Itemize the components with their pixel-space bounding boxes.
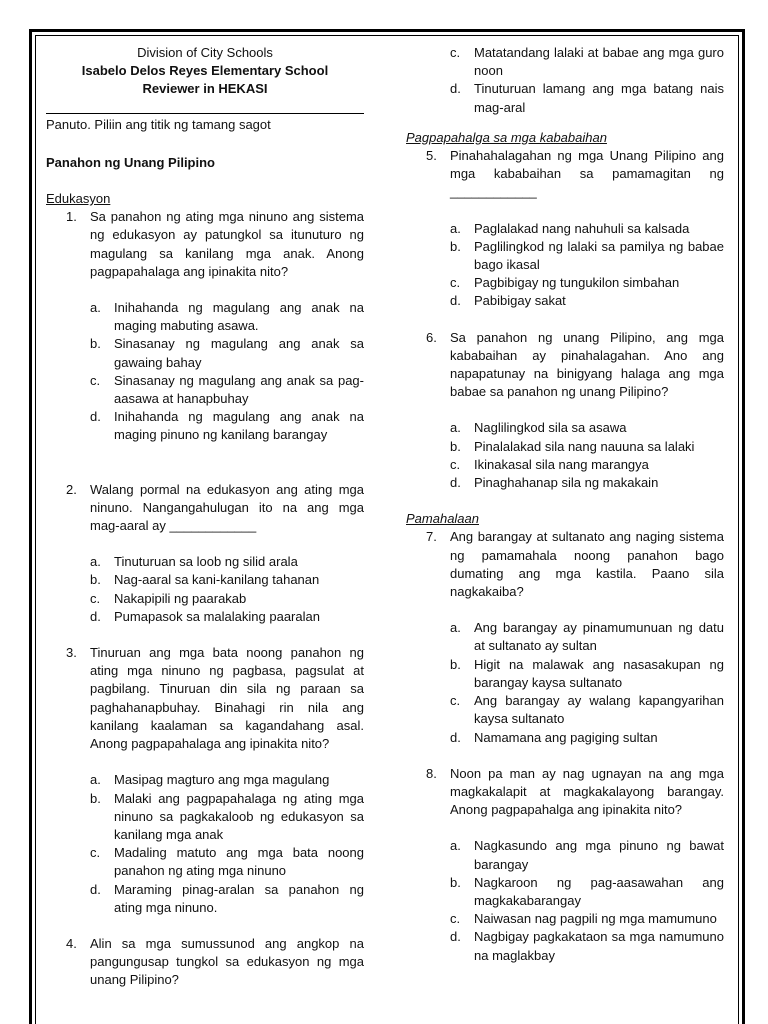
choice-list [406,220,724,311]
choice [90,790,364,845]
question [46,935,364,990]
choice-list [406,837,724,964]
choice-letter: c. [450,456,461,472]
choice-text: Nagkasundo ang mga pinuno ng bawat barangay [474,838,724,872]
choice [90,553,364,571]
choice-text: Maraming pinag-aralan sa panahon ng ating mga ninuno. [114,881,364,915]
question [46,481,364,536]
choice [450,456,724,474]
choice [90,608,364,626]
choice-text: Higit na malawak ang nasasakupan ng barangay kaysa sultanato [474,656,724,690]
choice [450,656,724,692]
choice-letter: d. [90,608,101,624]
topic-edukasyon: Edukasyon [46,191,111,207]
choice-letter: b. [90,572,101,588]
choice [90,590,364,608]
choice-text: Sinasanay ng magulang ang anak sa pag-aasawa at hanapbuhay [114,372,364,407]
choice [450,928,724,964]
question-text: Tinuruan ang mga bata noong panahon ng ating mga ninuno ng pagbasa, pagsulat at pagbilang. Tinuruan din sila ng paraan sa paghahanapbuhay. Binahagi rin nila ang kanilang kaalaman sa kagandahang asal. Anong pagpapahalaga ang ipinakita nito? [90,645,364,752]
choice [90,408,364,444]
choice-letter: a. [90,554,101,570]
question-number: 1. [66,209,77,225]
choice-text: Sinasanay ng magulang ang anak sa gawaing bahay [114,336,364,370]
choice [450,874,724,910]
choice [450,910,724,928]
choice-letter: b. [450,656,461,672]
choice-text: Nagbigay pagkakataon sa mga namumuno na maglakbay [474,929,724,963]
choice-letter: b. [450,438,461,454]
choice-list [46,553,364,626]
choice [450,220,724,238]
choice-text: Naglilingkod sila sa asawa [474,420,627,436]
choice-text: Tinuturuan sa loob ng silid arala [114,554,298,570]
question-block [406,528,724,746]
choice [450,619,724,655]
choice [450,274,724,292]
question-text: Pinahahalagahan ng mga Unang Pilipino ang mga kababaihan sa pamamagitan ng ____________ [450,148,724,200]
choice [450,438,724,456]
choice-text: Nagkaroon ng pag-aasawahan ang magkakabarangay [474,874,724,908]
question-number: 4. [66,935,77,951]
choice-letter: d. [450,81,461,97]
choice-letter: c. [90,372,101,388]
instructions: Panuto. Piliin ang titik ng tamang sagot [46,116,271,132]
choice [90,571,364,589]
choice-letter: b. [450,238,461,254]
choice-letter: d. [450,929,461,945]
question-text: Sa panahon ng ating mga ninuno ang sistema ng edukasyon ay patungkol sa itunuturo ng magulang sa kanilang mga anak. Anong pagpapahalaga ang ipinakita nito? [90,209,364,279]
question-number: 3. [66,645,77,661]
choice-letter: a. [450,420,461,436]
choice-letter: a. [450,620,461,636]
choice [450,292,724,310]
choice [450,729,724,747]
choice-text: Pinalalakad sila nang nauuna sa lalaki [474,438,695,454]
choice [450,80,724,116]
choice-letter: d. [90,409,101,425]
question-block [406,329,724,493]
choice-list [46,299,364,445]
question-number: 7. [426,529,437,545]
choice-letter: c. [90,845,101,861]
question-block [46,644,364,917]
choice-letter: d. [90,881,101,897]
question [46,644,364,753]
choice-text: Paglilingkod ng lalaki sa pamilya ng babae bago ikasal [474,238,724,273]
choice-letter: c. [450,275,461,291]
choice-text: Ang barangay ay pinamumunuan ng datu at sultanato ay sultan [474,620,724,654]
choice-letter: d. [450,475,461,491]
question-block [46,935,364,990]
question [46,208,364,281]
choice-text: Nag-aaral sa kani-kanilang tahanan [114,572,320,588]
question-text: Sa panahon ng unang Pilipino, ang mga kababaihan ay pinahalagahan. Ano ang napapatunay na binigyang halaga ang mga babae sa panahon ng unang Pilipino? [450,329,724,400]
header-divider [46,113,364,114]
choice-letter: b. [90,790,101,806]
choice-text: Namamana ang pagiging sultan [474,729,658,745]
choice [90,335,364,371]
choice [450,837,724,873]
choice [90,844,364,880]
choice-letter: a. [90,772,101,788]
question-number: 8. [426,765,437,781]
choice-text: Matatandang lalaki at babae ang mga guro noon [474,45,724,79]
question-block [406,147,724,311]
choice [90,881,364,917]
choice [90,299,364,335]
choice [450,44,724,80]
choice [450,419,724,437]
choice-letter: c. [450,911,461,927]
choice-letter: d. [450,293,461,309]
choice-letter: a. [450,838,461,854]
question-number: 5. [426,148,437,164]
choice-letter: c. [90,590,101,606]
choice-text: Madaling matuto ang mga bata noong panahon ng ating mga ninuno [114,845,364,879]
school-name: Isabelo Delos Reyes Elementary School [81,63,329,79]
choice-letter: c. [450,693,461,709]
choice-list [406,419,724,492]
left-column [46,44,364,1008]
topic-pamahalaan: Pamahalaan [406,511,479,527]
choice-letter: a. [90,300,101,316]
choice-text: Paglalakad nang nahuhuli sa kalsada [474,220,690,236]
choice-letter: d. [450,729,461,745]
continued-choice-list [406,44,724,117]
question-text: Noon pa man ay nag ugnayan na ang mga magkakalapit at magkakalayong barangay. Anong pagpapahalga ang ipinakita nito? [450,765,724,818]
topic-kababaihan: Pagpapahalga sa mga kababaihan [406,129,607,145]
question [406,765,724,820]
choice-text: Ang barangay ay walang kapangyarihan kaysa sultanato [474,693,724,727]
choice-letter: b. [450,874,461,890]
question-number: 2. [66,481,77,497]
question-block [406,765,724,965]
choice-text: Inihahanda ng magulang ang anak na maging mabuting asawa. [114,300,364,334]
choice-letter: a. [450,220,461,236]
choice [450,692,724,728]
choice-list [46,771,364,917]
question-block [46,208,364,444]
choice-text: Pagbibigay ng tungukilon simbahan [474,275,680,291]
choice-text: Naiwasan nag pagpili ng mga mamumuno [474,911,717,927]
reviewer-title: Reviewer in HEKASI [142,81,268,97]
choice [90,372,364,408]
choice-letter: c. [450,45,461,60]
choice-text: Inihahanda ng magulang ang anak na maging pinuno ng kanilang barangay [114,409,364,443]
choice-text: Pinaghahanap sila ng makakain [474,475,659,491]
choice-text: Pumapasok sa malalaking paaralan [114,608,320,624]
question [406,147,724,202]
choice [450,238,724,274]
question-text: Ang barangay at sultanato ang naging sistema ng pamamahala noong panahon bago dumating ang mga kastila. Paano sila nagkakaiba? [450,529,724,600]
question-number: 6. [426,329,437,345]
section-title: Panahon ng Unang Pilipino [46,154,215,170]
question-block [46,481,364,626]
choice-text: Malaki ang pagpapahalaga ng ating mga ninuno sa pagkakaloob ng edukasyon sa kanilang mga anak [114,790,364,842]
choice-letter: b. [90,336,101,352]
choice-text: Nakapipili ng paarakab [114,590,247,606]
question [406,329,724,402]
question-text: Alin sa mga sumussunod ang angkop na pangungusap tungkol sa edukasyon ng mga unang Pilipino? [90,935,364,988]
right-column [406,44,724,983]
question-text: Walang pormal na edukasyon ang ating mga ninuno. Nangangahulugan ito na ang mga mag-aaral ay ____________ [90,481,364,534]
choice [90,771,364,789]
document-header [46,44,364,99]
choice-text: Pabibigay sakat [474,293,566,309]
choice-text: Ikinakasal sila nang marangya [474,456,649,472]
choice [450,474,724,492]
choice-list [406,619,724,746]
choice-text: Tinuturuan lamang ang mga batang nais mag-aral [474,81,724,115]
division-name: Division of City Schools [137,45,273,60]
choice-text: Masipag magturo ang mga magulang [114,772,330,788]
question [406,528,724,601]
